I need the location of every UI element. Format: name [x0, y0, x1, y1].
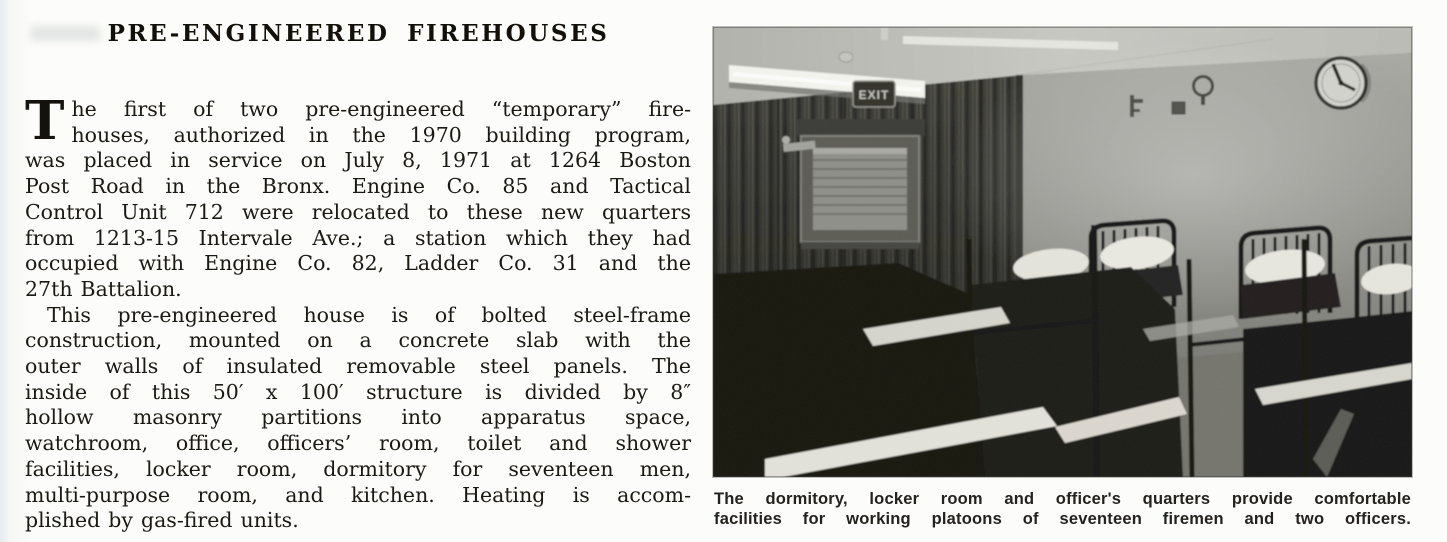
text-line: facilities, locker room, dormitory for seventeen men,	[25, 456, 691, 481]
text-line: Post Road in the Bronx. Engine Co. 85 and Tactical	[25, 174, 691, 199]
dormitory-photo	[713, 27, 1412, 477]
dropcap-letter: T	[25, 90, 65, 152]
article-title: PRE-ENGINEERED FIREHOUSES	[107, 20, 610, 47]
text-line: watchroom, office, officers’ room, toilet and shower	[25, 431, 691, 456]
film-grain	[713, 27, 1412, 477]
text-line: 27th Battalion.	[25, 276, 182, 301]
paragraph	[25, 303, 691, 534]
text-line: occupied with Engine Co. 82, Ladder Co. 31 and the	[25, 251, 691, 276]
text-line: outer walls of insulated removable steel panels. The	[25, 354, 691, 379]
paragraph	[25, 90, 691, 303]
text-line: was placed in service on July 8, 1971 at 1264 Boston	[25, 148, 691, 173]
caption-line: The dormitory, locker room and officer's quarters provide comfortable	[714, 490, 1411, 508]
text-line: Control Unit 712 were relocated to these new quarters	[25, 199, 691, 224]
text-line: inside of this 50′ x 100′ structure is divided by 8″	[25, 379, 691, 404]
text-line: This pre-engineered house is of bolted steel-frame	[47, 302, 691, 327]
article-body	[25, 90, 691, 534]
dormitory-photo-illustration	[713, 27, 1412, 477]
text-line: houses, authorized in the 1970 building program,	[71, 122, 691, 147]
text-line: from 1213-15 Intervale Ave.; a station which they had	[25, 225, 691, 250]
photo-caption	[714, 489, 1411, 529]
text-line: multi-purpose room, and kitchen. Heating is accom-	[25, 482, 691, 507]
text-line: plished by gas-fired units.	[25, 508, 299, 533]
text-line: hollow masonry partitions into apparatus space,	[25, 405, 691, 430]
text-line: he first of two pre-engineered “temporary” fire-	[71, 97, 691, 121]
text-line: construction, mounted on a concrete slab with the	[25, 328, 691, 353]
caption-line: facilities for working platoons of seventeen firemen and two officers.	[714, 510, 1411, 528]
article-column	[25, 20, 692, 51]
